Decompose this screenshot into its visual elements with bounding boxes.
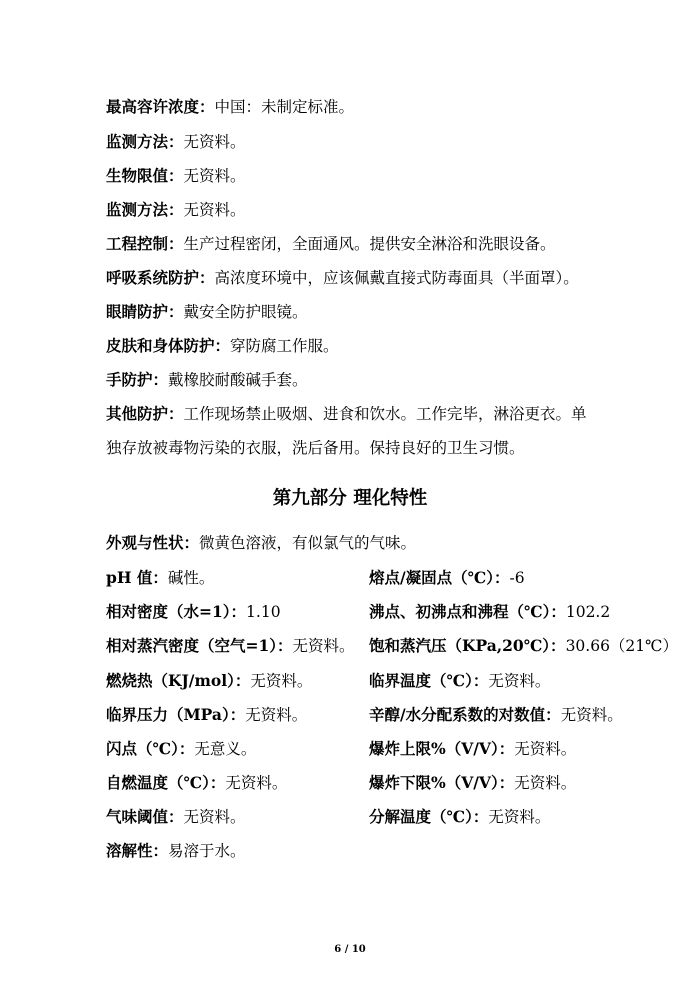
property-vapor-pressure: 饱和蒸汽压（KPa,20℃）：30.66（21℃） bbox=[369, 636, 678, 655]
field-label: 外观与性状 bbox=[106, 533, 184, 552]
field-value: 工作现场禁止吸烟、进食和饮水。工作完毕，淋浴更衣。单 bbox=[183, 405, 587, 423]
property-relative-density: 相对密度（水=1）：1.10 bbox=[106, 602, 281, 621]
max-concentration-line: 最高容许浓度：中国：未制定标准。 bbox=[106, 97, 355, 116]
property-flash-point: 闪点（℃）：无意义。 bbox=[106, 739, 257, 758]
field-value: 生产过程密闭，全面通风。提供安全淋浴和洗眼设备。 bbox=[183, 235, 556, 253]
property-lower-explosive-limit: 爆炸下限%（V/V）：无资料。 bbox=[369, 773, 577, 792]
other-protection-line: 其他防护：工作现场禁止吸烟、进食和饮水。工作完毕，淋浴更衣。单 bbox=[106, 404, 587, 423]
field-value: 穿防腐工作服。 bbox=[230, 337, 339, 355]
property-ph: pH 值：碱性。 bbox=[106, 568, 215, 587]
field-label: 手防护 bbox=[106, 370, 153, 389]
field-value: 微黄色溶液，有似氯气的气味。 bbox=[199, 534, 417, 552]
engineering-control-line: 工程控制：生产过程密闭，全面通风。提供安全淋浴和洗眼设备。 bbox=[106, 234, 556, 253]
property-odor-threshold: 气味阈值：无资料。 bbox=[106, 807, 246, 826]
section-title: 第九部分 理化特性 bbox=[272, 488, 428, 509]
field-label: 工程控制 bbox=[106, 234, 169, 253]
biological-limit-line: 生物限值：无资料。 bbox=[106, 166, 246, 185]
eye-protection-line: 眼睛防护：戴安全防护眼镜。 bbox=[106, 302, 308, 321]
field-label: 呼吸系统防护 bbox=[106, 268, 200, 287]
field-value: 戴橡胶耐酸碱手套。 bbox=[168, 371, 308, 389]
property-boiling-point: 沸点、初沸点和沸程（℃）：102.2 bbox=[369, 602, 611, 621]
property-combustion-heat: 燃烧热（KJ/mol）：无资料。 bbox=[106, 671, 313, 690]
field-value: 无资料。 bbox=[183, 167, 246, 185]
field-label: 其他防护 bbox=[106, 404, 169, 423]
field-value: 戴安全防护眼镜。 bbox=[183, 303, 308, 321]
property-critical-temperature: 临界温度（℃）：无资料。 bbox=[369, 671, 551, 690]
property-autoignition: 自燃温度（℃）：无资料。 bbox=[106, 773, 288, 792]
hand-protection-line: 手防护：戴橡胶耐酸碱手套。 bbox=[106, 370, 308, 389]
appearance-line: 外观与性状：微黄色溶液，有似氯气的气味。 bbox=[106, 533, 417, 552]
field-value: 无资料。 bbox=[183, 201, 246, 219]
property-upper-explosive-limit: 爆炸上限%（V/V）：无资料。 bbox=[369, 739, 577, 758]
skin-body-protection-line: 皮肤和身体防护：穿防腐工作服。 bbox=[106, 336, 339, 355]
field-label: 皮肤和身体防护 bbox=[106, 336, 215, 355]
property-solubility: 溶解性：易溶于水。 bbox=[106, 841, 246, 860]
field-label: 监测方法 bbox=[106, 132, 169, 151]
property-critical-pressure: 临界压力（MPa）：无资料。 bbox=[106, 705, 308, 724]
field-label: 生物限值 bbox=[106, 166, 169, 185]
page-number: 6 / 10 bbox=[334, 944, 366, 955]
field-label: 监测方法 bbox=[106, 200, 169, 219]
field-value: 高浓度环境中，应该佩戴直接式防毒面具（半面罩）。 bbox=[214, 269, 579, 287]
property-melting-point: 熔点/凝固点（℃）：-6 bbox=[369, 568, 525, 587]
property-octanol-water: 辛醇/水分配系数的对数值：无资料。 bbox=[369, 705, 623, 724]
field-value: 中国：未制定标准。 bbox=[214, 98, 355, 116]
field-label: 最高容许浓度 bbox=[106, 97, 200, 116]
monitoring-method-line-2: 监测方法：无资料。 bbox=[106, 200, 246, 219]
other-protection-continuation: 独存放被毒物污染的衣服，洗后备用。保持良好的卫生习惯。 bbox=[106, 439, 525, 457]
field-label: 眼睛防护 bbox=[106, 302, 169, 321]
monitoring-method-line: 监测方法：无资料。 bbox=[106, 132, 246, 151]
property-decomposition-temperature: 分解温度（℃）：无资料。 bbox=[369, 807, 551, 826]
field-value: 无资料。 bbox=[183, 133, 246, 151]
respiratory-protection-line: 呼吸系统防护：高浓度环境中，应该佩戴直接式防毒面具（半面罩）。 bbox=[106, 268, 579, 287]
property-vapor-density: 相对蒸汽密度（空气=1）：无资料。 bbox=[106, 636, 355, 655]
